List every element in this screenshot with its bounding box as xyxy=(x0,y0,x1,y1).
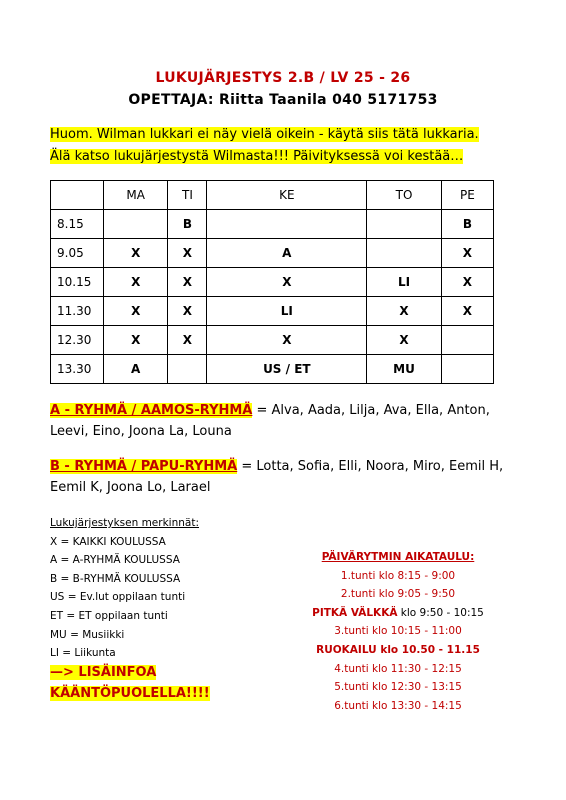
lesson-cell: X xyxy=(104,239,168,268)
legend-item: US = Ev.lut oppilaan tunti xyxy=(50,591,186,604)
schedule-row xyxy=(51,297,494,326)
page-title: LUKUJÄRJESTYS 2.B / LV 25 - 26 xyxy=(155,70,411,86)
time-cell: 11.30 xyxy=(51,297,104,326)
time-cell: 10.15 xyxy=(51,268,104,297)
more-info-line-1: —> LISÄINFOA xyxy=(50,664,157,680)
rhythm-lunch: RUOKAILU klo 10.50 - 11.15 xyxy=(316,643,480,656)
time-cell: 12.30 xyxy=(51,326,104,355)
rhythm-lesson: 6.tunti klo 13:30 - 14:15 xyxy=(334,699,462,712)
day-header: PE xyxy=(441,181,493,210)
legend-item: LI = Liikunta xyxy=(50,647,116,660)
time-cell: 8.15 xyxy=(51,210,104,239)
day-header: KE xyxy=(207,181,367,210)
lesson-cell: X xyxy=(104,297,168,326)
legend-item: ET = ET oppilaan tunti xyxy=(50,609,168,622)
schedule-row xyxy=(51,210,494,239)
lesson-cell: X xyxy=(168,239,207,268)
group-a-members: = Alva, Aada, Lilja, Ava, Ella, Anton, Leevi, Eino, Joona La, Louna xyxy=(50,403,490,439)
time-cell: 13.30 xyxy=(51,355,104,384)
rhythm-title: PÄIVÄRYTMIN AIKATAULU: xyxy=(321,551,475,563)
schedule-row xyxy=(51,326,494,355)
break-label: PITKÄ VÄLKKÄ xyxy=(312,606,398,619)
rhythm-lesson: 3.tunti klo 10:15 - 11:00 xyxy=(334,625,462,638)
day-header: TO xyxy=(367,181,442,210)
day-header: MA xyxy=(104,181,168,210)
group-a xyxy=(50,400,530,442)
schedule-row xyxy=(51,268,494,297)
lesson-cell xyxy=(104,210,168,239)
legend-item: X = KAIKKI KOULUSSA xyxy=(50,535,166,548)
lesson-cell: X xyxy=(104,268,168,297)
legend-item: A = A-RYHMÄ KOULUSSA xyxy=(50,554,180,567)
more-info-line-2: KÄÄNTÖPUOLELLA!!!! xyxy=(50,686,210,702)
lesson-cell: X xyxy=(367,326,442,355)
notice-line-1: Huom. Wilman lukkari ei näy vielä oikein - käytä siis tätä lukkaria. xyxy=(50,127,479,142)
lesson-cell: A xyxy=(104,355,168,384)
lesson-cell: X xyxy=(367,297,442,326)
rhythm-lesson: 1.tunti klo 8:15 - 9:00 xyxy=(340,569,456,582)
group-b-label: B - RYHMÄ / PAPU-RYHMÄ xyxy=(50,459,238,474)
schedule-table xyxy=(50,180,494,384)
group-b-members: = Lotta, Sofia, Elli, Noora, Miro, Eemil H, Eemil K, Joona Lo, Larael xyxy=(50,459,504,495)
lesson-cell: MU xyxy=(367,355,442,384)
lesson-cell: X xyxy=(441,297,493,326)
group-b xyxy=(50,456,530,498)
schedule-row xyxy=(51,239,494,268)
legend-item: B = B-RYHMÄ KOULUSSA xyxy=(50,572,181,585)
lesson-cell xyxy=(441,326,493,355)
notice-line-2: Älä katso lukujärjestystä Wilmasta!!! Päivityksessä voi kestää… xyxy=(50,149,464,164)
lesson-cell: US / ET xyxy=(207,355,367,384)
lesson-cell: X xyxy=(441,239,493,268)
lesson-cell xyxy=(367,210,442,239)
lesson-cell: B xyxy=(441,210,493,239)
lesson-cell: X xyxy=(441,268,493,297)
legend-item: MU = Musiikki xyxy=(50,628,125,641)
lesson-cell: X xyxy=(168,326,207,355)
break-time: klo 9:50 - 10:15 xyxy=(397,606,484,619)
schedule-header-row xyxy=(51,181,494,210)
lesson-cell xyxy=(168,355,207,384)
teacher-info: OPETTAJA: Riitta Taanila 040 5171753 xyxy=(128,92,438,108)
lesson-cell: X xyxy=(168,297,207,326)
lesson-cell xyxy=(207,210,367,239)
rhythm-lesson: 5.tunti klo 12:30 - 13:15 xyxy=(334,681,462,694)
rhythm-lesson: 2.tunti klo 9:05 - 9:50 xyxy=(340,588,456,601)
rhythm-break xyxy=(290,604,506,623)
legend-title: Lukujärjestyksen merkinnät: xyxy=(50,517,199,529)
daily-rhythm xyxy=(290,548,506,715)
legend xyxy=(50,514,210,704)
lesson-cell: LI xyxy=(207,297,367,326)
lesson-cell: A xyxy=(207,239,367,268)
lesson-cell: X xyxy=(207,326,367,355)
lesson-cell: X xyxy=(207,268,367,297)
corner-cell xyxy=(51,181,104,210)
day-header: TI xyxy=(168,181,207,210)
lesson-cell: X xyxy=(104,326,168,355)
lesson-cell: B xyxy=(168,210,207,239)
lesson-cell xyxy=(441,355,493,384)
lesson-cell: X xyxy=(168,268,207,297)
group-a-label: A - RYHMÄ / AAMOS-RYHMÄ xyxy=(50,403,253,418)
time-cell: 9.05 xyxy=(51,239,104,268)
schedule-row xyxy=(51,355,494,384)
rhythm-lesson: 4.tunti klo 11:30 - 12:15 xyxy=(334,662,462,675)
lesson-cell xyxy=(367,239,442,268)
lesson-cell: LI xyxy=(367,268,442,297)
